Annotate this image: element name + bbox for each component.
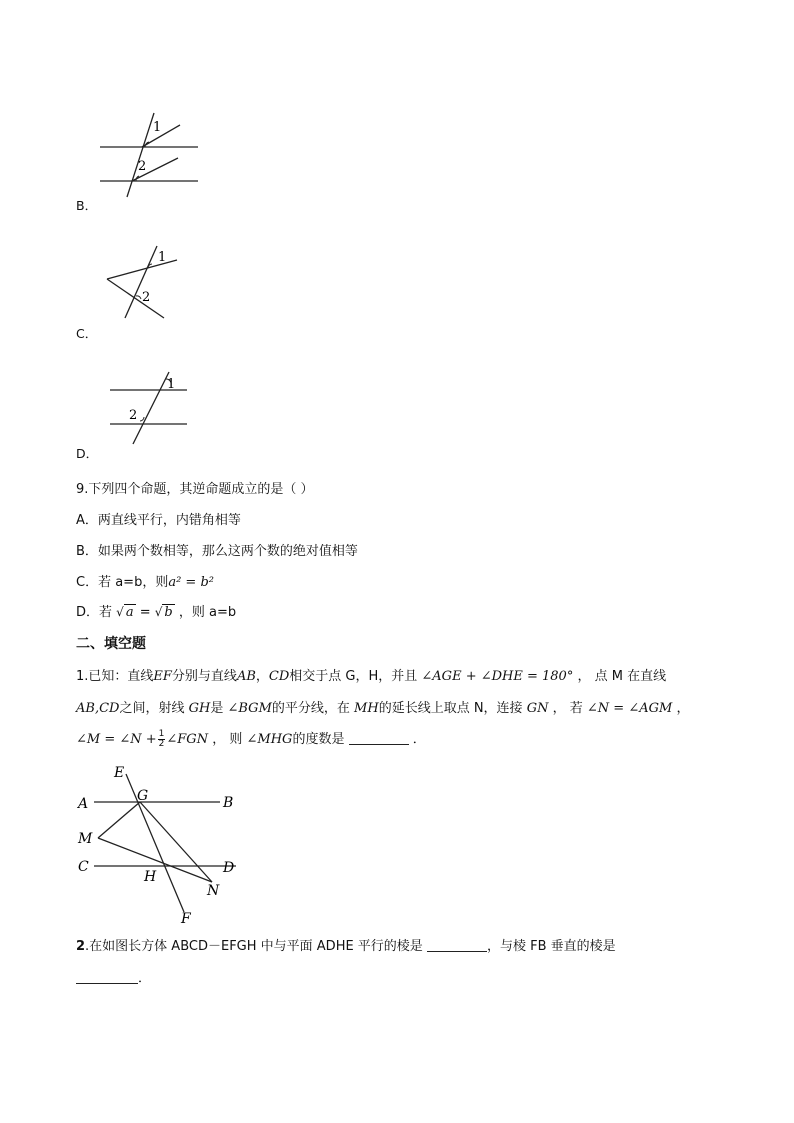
q9-option-c	[76, 571, 214, 590]
q2-end: ．	[138, 971, 152, 986]
option-b-angle2: 2	[138, 159, 147, 174]
q1-m-eq: ∠M = ∠N +	[76, 732, 157, 747]
fig-label-m: M	[78, 831, 93, 847]
option-b-label: B．	[76, 198, 98, 213]
q9-d-sqrt-a: a	[125, 605, 134, 620]
fig-label-h: H	[144, 869, 157, 885]
q9-c-text: C．若 a=b，则	[76, 575, 169, 590]
q2-line2	[76, 967, 151, 986]
option-d-angle1: 1	[167, 377, 176, 392]
option-d-angle2: 2	[129, 408, 138, 423]
q1-gh: GH	[188, 701, 211, 716]
q2-line1	[76, 935, 616, 954]
fig-label-c: C	[78, 859, 89, 875]
q1-mh: MH	[354, 701, 379, 716]
q1-l3-end: ．	[412, 732, 426, 747]
q1-fgn: ∠FGN	[166, 732, 209, 747]
q1-l2-text-b: 是	[210, 701, 224, 716]
q1-bgm: ∠BGM	[227, 701, 272, 716]
option-d-label: D．	[76, 446, 99, 461]
q1-line3	[76, 728, 426, 749]
q2-answer-blank-2[interactable]	[76, 971, 138, 984]
fig-label-d: D	[223, 860, 235, 876]
q2-text-a: .在如图长方体 ABCD－EFGH 中与平面 ADHE 平行的棱是	[85, 939, 423, 954]
fig-label-a: A	[78, 796, 89, 812]
fig-label-f: F	[181, 911, 191, 926]
q1-l2-comma: ，	[676, 701, 690, 716]
q1-fraction	[158, 730, 166, 749]
q9-option-a: A．两直线平行，内错角相等	[76, 513, 241, 528]
q1-answer-blank[interactable]	[349, 732, 409, 745]
q1-line1	[76, 665, 666, 684]
q1-l1-text-a: 1.已知：直线	[76, 669, 154, 684]
q1-frac-num: 1	[158, 729, 165, 739]
q1-angle-eq: ∠N = ∠AGM	[586, 701, 673, 716]
q9-option-b: B．如果两个数相等，那么这两个数的绝对值相等	[76, 544, 358, 559]
q1-l2-text-e: ， 若	[552, 701, 583, 716]
q1-l1-text-e: ， 点 M 在直线	[577, 669, 667, 684]
option-b-angle1: 1	[153, 120, 162, 135]
q1-line2	[76, 697, 689, 716]
fig-label-n: N	[207, 883, 220, 899]
q1-angle-sum: ∠AGE + ∠DHE = 180°	[421, 669, 574, 684]
q1-l1-text-b: 分别与直线	[171, 669, 237, 684]
q9-d-text: D．若	[76, 605, 113, 620]
q1-ef: EF	[153, 669, 172, 684]
option-c-angle2: 2	[142, 290, 151, 305]
q1-mhg: ∠MHG	[246, 732, 293, 747]
q2-number: 2	[76, 939, 86, 954]
option-b-figure	[95, 108, 205, 200]
q1-l1-text-d: 相交于点 G，H，并且	[289, 669, 418, 684]
q1-l3-text-a: ， 则	[212, 732, 243, 747]
section-title: 二、填空题	[76, 636, 146, 652]
q9-option-d: D．若 √ a = √ b ，则 a=b	[76, 605, 237, 620]
option-d-figure	[105, 368, 195, 448]
q1-figure	[72, 762, 247, 926]
q1-ab: AB	[236, 669, 256, 684]
q2-answer-blank-1[interactable]	[427, 939, 487, 952]
q1-ab-cd: AB,CD	[76, 701, 120, 716]
q9-d-eq: =	[139, 605, 151, 620]
q1-l2-text-c: 的平分线，在	[271, 701, 350, 716]
fig-label-e: E	[114, 765, 125, 781]
q1-l3-text-b: 的度数是	[292, 732, 345, 747]
option-c-label: C．	[76, 326, 98, 341]
q9-stem: 9.下列四个命题，其逆命题成立的是（ ）	[76, 482, 314, 497]
option-c-angle1: 1	[158, 250, 167, 265]
fig-label-g: G	[137, 788, 149, 804]
q1-gn: GN	[526, 701, 549, 716]
q9-d-sqrt-b: b	[164, 605, 173, 620]
q1-l1-comma: ，	[255, 669, 269, 684]
option-c-figure	[100, 240, 185, 322]
fig-label-b: B	[223, 795, 234, 811]
q1-cd: CD	[268, 669, 290, 684]
q9-c-math: a² = b²	[168, 575, 214, 590]
q9-d-post: ，则 a=b	[178, 605, 237, 620]
q1-l2-text-a: 之间，射线	[119, 701, 185, 716]
q1-l2-text-d: 的延长线上取点 N，连接	[378, 701, 523, 716]
q2-text-b: ，与棱 FB 垂直的棱是	[486, 939, 616, 954]
q1-frac-den: 2	[158, 739, 165, 749]
